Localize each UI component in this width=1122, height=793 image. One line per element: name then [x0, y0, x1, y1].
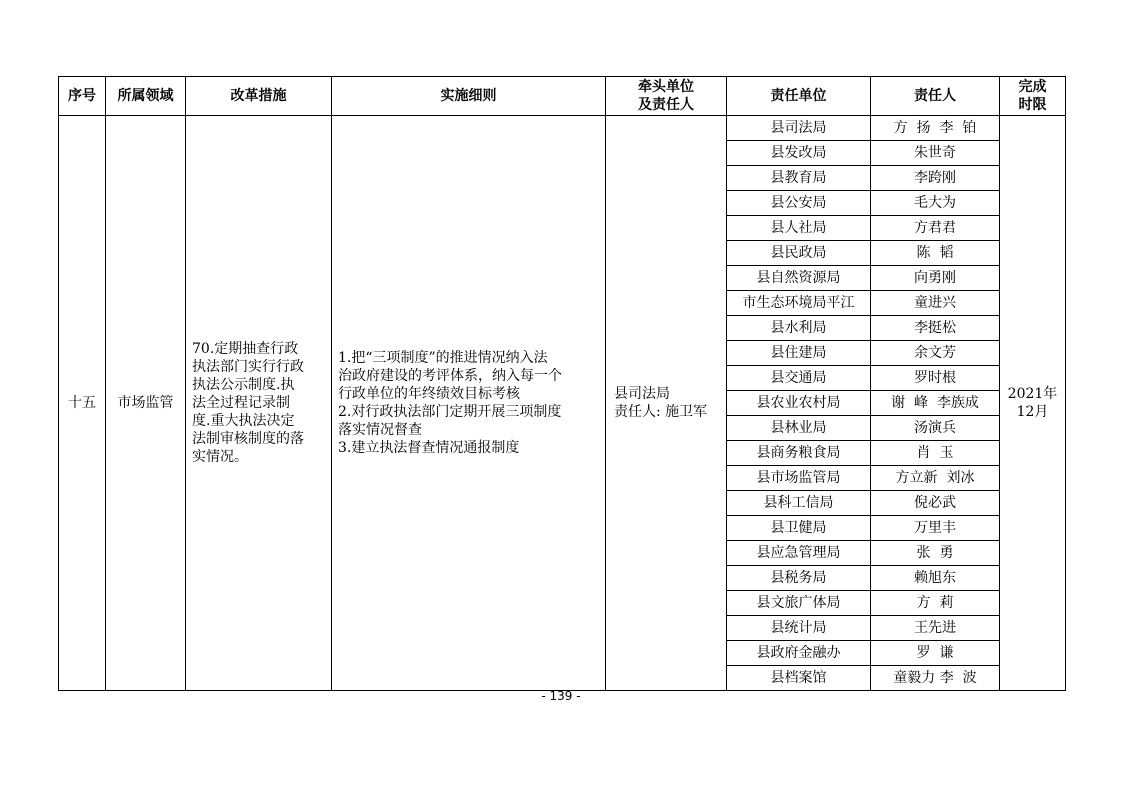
responsible-person: 朱世奇	[871, 141, 1000, 166]
responsible-unit: 县应急管理局	[727, 541, 871, 566]
deadline-line2: 12月	[1016, 404, 1049, 420]
responsible-unit: 县政府金融办	[727, 641, 871, 666]
details-line: 1.把“三项制度”的推进情况纳入法	[338, 350, 548, 366]
responsible-person: 张 勇	[871, 541, 1000, 566]
header-field: 所属领域	[106, 77, 186, 116]
responsible-person: 向勇刚	[871, 266, 1000, 291]
responsible-unit: 县住建局	[727, 341, 871, 366]
responsible-person: 童毅力 李 波	[871, 666, 1000, 691]
header-lead-line2: 及责任人	[638, 97, 694, 113]
details-line: 3.建立执法督查情况通报制度	[338, 440, 520, 456]
measure-line: 执法部门实行行政	[192, 359, 304, 375]
header-unit: 责任单位	[727, 77, 871, 116]
measure-line: 度.重大执法决定	[192, 413, 295, 429]
responsible-person: 方君君	[871, 216, 1000, 241]
responsible-person: 李跨刚	[871, 166, 1000, 191]
details-line: 行政单位的年终绩效目标考核	[338, 386, 520, 402]
responsible-person: 王先进	[871, 616, 1000, 641]
responsible-unit: 县教育局	[727, 166, 871, 191]
responsible-unit: 县公安局	[727, 191, 871, 216]
lead-cell	[606, 116, 727, 691]
responsible-unit: 县人社局	[727, 216, 871, 241]
responsible-unit: 市生态环境局平江	[727, 291, 871, 316]
header-deadline	[1000, 77, 1066, 116]
header-lead-line1: 牵头单位	[638, 79, 694, 95]
responsible-unit: 县农业农村局	[727, 391, 871, 416]
measure-line: 法全过程记录制	[192, 395, 290, 411]
responsible-person: 倪必武	[871, 491, 1000, 516]
header-measure: 改革措施	[186, 77, 332, 116]
responsible-person: 罗 谦	[871, 641, 1000, 666]
responsible-person: 方 莉	[871, 591, 1000, 616]
responsible-unit: 县税务局	[727, 566, 871, 591]
measure-line: 实情况。	[192, 449, 248, 465]
table-row	[59, 116, 1066, 141]
header-lead	[606, 77, 727, 116]
responsible-unit: 县水利局	[727, 316, 871, 341]
seq-cell: 十五	[59, 116, 106, 691]
responsible-unit: 县档案馆	[727, 666, 871, 691]
responsible-unit: 县卫健局	[727, 516, 871, 541]
measure-line: 70.定期抽查行政	[192, 341, 299, 357]
responsible-person: 万里丰	[871, 516, 1000, 541]
header-details: 实施细则	[332, 77, 606, 116]
responsible-person: 李挺松	[871, 316, 1000, 341]
responsible-person: 赖旭东	[871, 566, 1000, 591]
responsible-unit: 县司法局	[727, 116, 871, 141]
responsible-unit: 县发改局	[727, 141, 871, 166]
responsible-person: 毛大为	[871, 191, 1000, 216]
header-seq: 序号	[59, 77, 106, 116]
responsible-unit: 县林业局	[727, 416, 871, 441]
lead-line1: 县司法局	[614, 386, 670, 402]
responsible-person: 童进兴	[871, 291, 1000, 316]
responsible-person: 方 扬 李 铂	[871, 116, 1000, 141]
responsible-person: 汤演兵	[871, 416, 1000, 441]
page-number: - 139 -	[541, 689, 581, 703]
header-deadline-line2: 时限	[1018, 97, 1047, 113]
responsible-person: 肖 玉	[871, 441, 1000, 466]
responsible-unit: 县交通局	[727, 366, 871, 391]
details-line: 2.对行政执法部门定期开展三项制度	[338, 404, 562, 420]
responsible-unit: 县商务粮食局	[727, 441, 871, 466]
details-cell	[332, 116, 606, 691]
responsible-unit: 县自然资源局	[727, 266, 871, 291]
responsible-unit: 县市场监管局	[727, 466, 871, 491]
responsible-unit: 县文旅广体局	[727, 591, 871, 616]
table-body	[59, 116, 1066, 691]
table-header-row	[59, 77, 1066, 116]
field-cell: 市场监管	[106, 116, 186, 691]
responsible-unit: 县统计局	[727, 616, 871, 641]
header-person: 责任人	[871, 77, 1000, 116]
reform-measures-table	[58, 76, 1066, 691]
measure-line: 执法公示制度.执	[192, 377, 295, 393]
responsible-unit: 县民政局	[727, 241, 871, 266]
deadline-cell	[1000, 116, 1066, 691]
responsible-person: 方立新 刘冰	[871, 466, 1000, 491]
header-deadline-line1: 完成	[1018, 79, 1047, 95]
measure-cell	[186, 116, 332, 691]
responsible-person: 谢 峰 李族成	[871, 391, 1000, 416]
responsible-unit: 县科工信局	[727, 491, 871, 516]
responsible-person: 陈 韬	[871, 241, 1000, 266]
measure-line: 法制审核制度的落	[192, 431, 304, 447]
responsible-person: 余文芳	[871, 341, 1000, 366]
details-line: 治政府建设的考评体系，纳入每一个	[338, 368, 562, 384]
details-line: 落实情况督查	[338, 422, 422, 438]
responsible-person: 罗时根	[871, 366, 1000, 391]
deadline-line1: 2021年	[1007, 386, 1058, 402]
lead-line2: 责任人: 施卫军	[614, 404, 708, 420]
